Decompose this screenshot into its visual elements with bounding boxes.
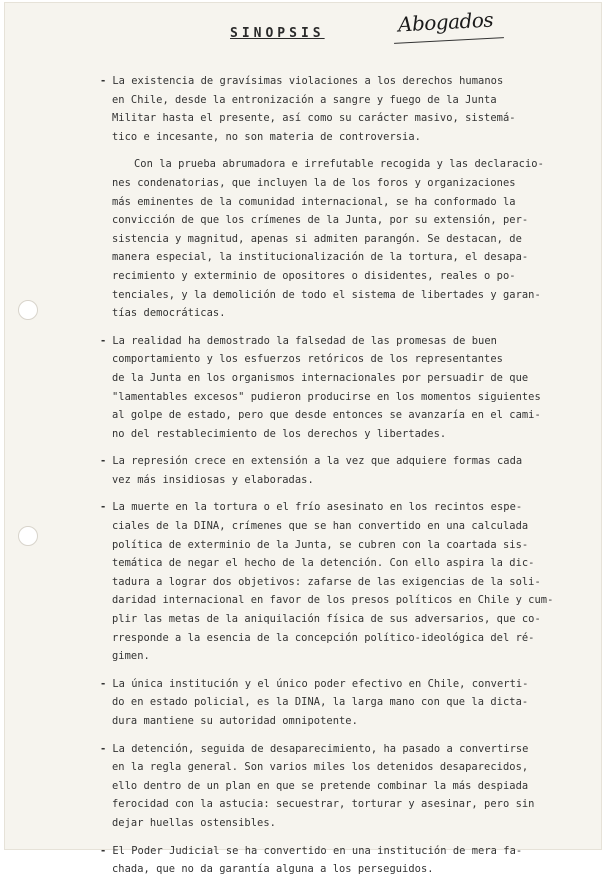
line-text: vez más insidiosas y elaboradas.	[112, 473, 314, 486]
text-line	[112, 712, 582, 731]
bullet-dash: -	[100, 501, 107, 514]
text-line	[112, 369, 582, 388]
line-text: tico e incesante, no son materia de controversia.	[112, 130, 421, 143]
bullet-dash: -	[100, 677, 107, 690]
text-line	[112, 128, 582, 147]
line-text: tías democráticas.	[112, 307, 226, 320]
punch-hole	[18, 526, 38, 546]
text-line	[112, 814, 582, 833]
text-line	[112, 230, 582, 249]
text-line	[112, 860, 582, 879]
text-line	[112, 573, 582, 592]
paragraph	[100, 740, 582, 833]
line-text: al golpe de estado, pero que desde entonces se avanzaría en el cami-	[112, 409, 541, 422]
text-line	[100, 675, 582, 694]
line-text: comportamiento y los esfuerzos retóricos de los representantes	[112, 353, 503, 366]
line-text: La detención, seguida de desaparecimiento, ha pasado a convertirse	[112, 742, 529, 755]
line-text: rresponde a la esencia de la concepción político-ideológica del ré-	[112, 631, 535, 644]
text-line	[112, 286, 582, 305]
line-text: tenciales, y la demolición de todo el sistema de libertades y garan-	[112, 288, 541, 301]
line-text: dejar huellas ostensibles.	[112, 816, 276, 829]
text-line	[112, 406, 582, 425]
text-line	[100, 498, 582, 517]
line-text: gimen.	[112, 650, 150, 663]
paragraph	[100, 842, 582, 879]
text-line	[112, 304, 582, 323]
paragraph	[100, 452, 582, 489]
text-line	[112, 647, 582, 666]
text-line	[112, 758, 582, 777]
line-text: "lamentables excesos" pudieron producirse en los momentos siguientes	[112, 390, 541, 403]
text-line	[112, 629, 582, 648]
text-line	[100, 842, 582, 861]
signature-underline	[394, 37, 504, 44]
line-text: tadura a lograr dos objetivos: zafarse de las exigencias de la soli-	[112, 575, 541, 588]
bullet-dash: -	[100, 334, 107, 347]
handwritten-signature: Abogados	[397, 7, 494, 37]
line-text: dura mantiene su autoridad omnipotente.	[112, 715, 358, 727]
text-line	[100, 332, 582, 351]
paragraph	[112, 155, 582, 322]
line-text: La realidad ha demostrado la falsedad de las promesas de buen	[112, 334, 497, 347]
bullet-dash: -	[100, 455, 107, 468]
line-text: en Chile, desde la entronización a sangre y fuego de la Junta	[112, 93, 497, 106]
line-text: daridad internacional en favor de los presos políticos en Chile y cum-	[112, 594, 554, 607]
line-text: nes condenatorias, que incluyen la de los foros y organizaciones	[112, 176, 516, 189]
line-text: no del restablecimiento de los derechos y libertades.	[112, 427, 447, 440]
paragraph	[100, 332, 582, 444]
bullet-dash: -	[100, 844, 107, 857]
text-line	[112, 610, 582, 629]
line-text: ferocidad con la astucia: secuestrar, torturar y asesinar, pero sin	[112, 798, 535, 811]
line-text: ciales de la DINA, crímenes que se han convertido en una calculada	[112, 520, 529, 533]
line-text: temática de negar el hecho de la detención. Con ello aspira la dic-	[112, 557, 535, 570]
text-line	[112, 536, 582, 555]
line-text: en la regla general. Son varios miles los detenidos desaparecidos,	[112, 761, 529, 774]
document-body	[100, 72, 582, 888]
text-line	[112, 471, 582, 490]
text-line	[112, 517, 582, 536]
line-text: política de exterminio de la Junta, se cubren con la coartada sis-	[112, 538, 529, 551]
text-line	[112, 591, 582, 610]
line-text: ello dentro de un plan en que se pretende combinar la más despiada	[112, 779, 529, 792]
text-line	[112, 795, 582, 814]
text-line	[112, 554, 582, 573]
text-line	[112, 693, 582, 712]
text-line	[100, 72, 582, 91]
text-line	[112, 248, 582, 267]
punch-hole	[18, 300, 38, 320]
line-text: convicción de que los crímenes de la Junta, por su extensión, per-	[112, 214, 529, 227]
line-text: Con la prueba abrumadora e irrefutable recogida y las declaracio-	[134, 158, 544, 171]
text-line	[112, 425, 582, 444]
line-text: La represión crece en extensión a la vez que adquiere formas cada	[112, 455, 523, 468]
line-text: do en estado policial, es la DINA, la larga mano con que la dicta-	[112, 696, 529, 709]
paragraph	[100, 498, 582, 665]
text-line	[112, 211, 582, 230]
line-text: El Poder Judicial se ha convertido en una institución de mera fa-	[112, 844, 523, 857]
bullet-dash: -	[100, 75, 107, 87]
text-line	[112, 91, 582, 110]
line-text: La única institución y el único poder efectivo en Chile, converti-	[112, 677, 529, 690]
line-text: La muerte en la tortura o el frío asesinato en los recintos espe-	[112, 501, 523, 514]
line-text: La existencia de gravísimas violaciones a los derechos humanos	[112, 75, 504, 87]
paragraph	[100, 72, 582, 146]
text-line	[112, 155, 582, 174]
text-line	[112, 267, 582, 286]
text-line	[112, 193, 582, 212]
text-line	[100, 452, 582, 471]
bullet-dash: -	[100, 742, 107, 755]
line-text: de la Junta en los organismos internacionales por persuadir de que	[112, 371, 529, 384]
line-text: más eminentes de la comunidad internacional, se ha conformado la	[112, 195, 516, 208]
document-title: SINOPSIS	[230, 26, 325, 41]
document-page	[4, 2, 602, 876]
text-line	[112, 350, 582, 369]
text-line	[112, 109, 582, 128]
line-text: plir las metas de la aniquilación física de sus adversarios, que co-	[112, 613, 541, 626]
text-line	[112, 388, 582, 407]
line-text: manera especial, la institucionalización de la tortura, el desapa-	[112, 251, 529, 264]
line-text: chada, que no da garantía alguna a los perseguidos.	[112, 863, 434, 876]
text-line	[100, 740, 582, 759]
text-line	[112, 777, 582, 796]
text-line	[112, 174, 582, 193]
line-text: sistencia y magnitud, apenas si admiten parangón. Se destacan, de	[112, 232, 522, 245]
line-text: recimiento y exterminio de opositores o disidentes, reales o po-	[112, 269, 516, 282]
line-text: Militar hasta el presente, así como su carácter masivo, sistemá-	[112, 112, 516, 125]
paragraph	[100, 675, 582, 731]
